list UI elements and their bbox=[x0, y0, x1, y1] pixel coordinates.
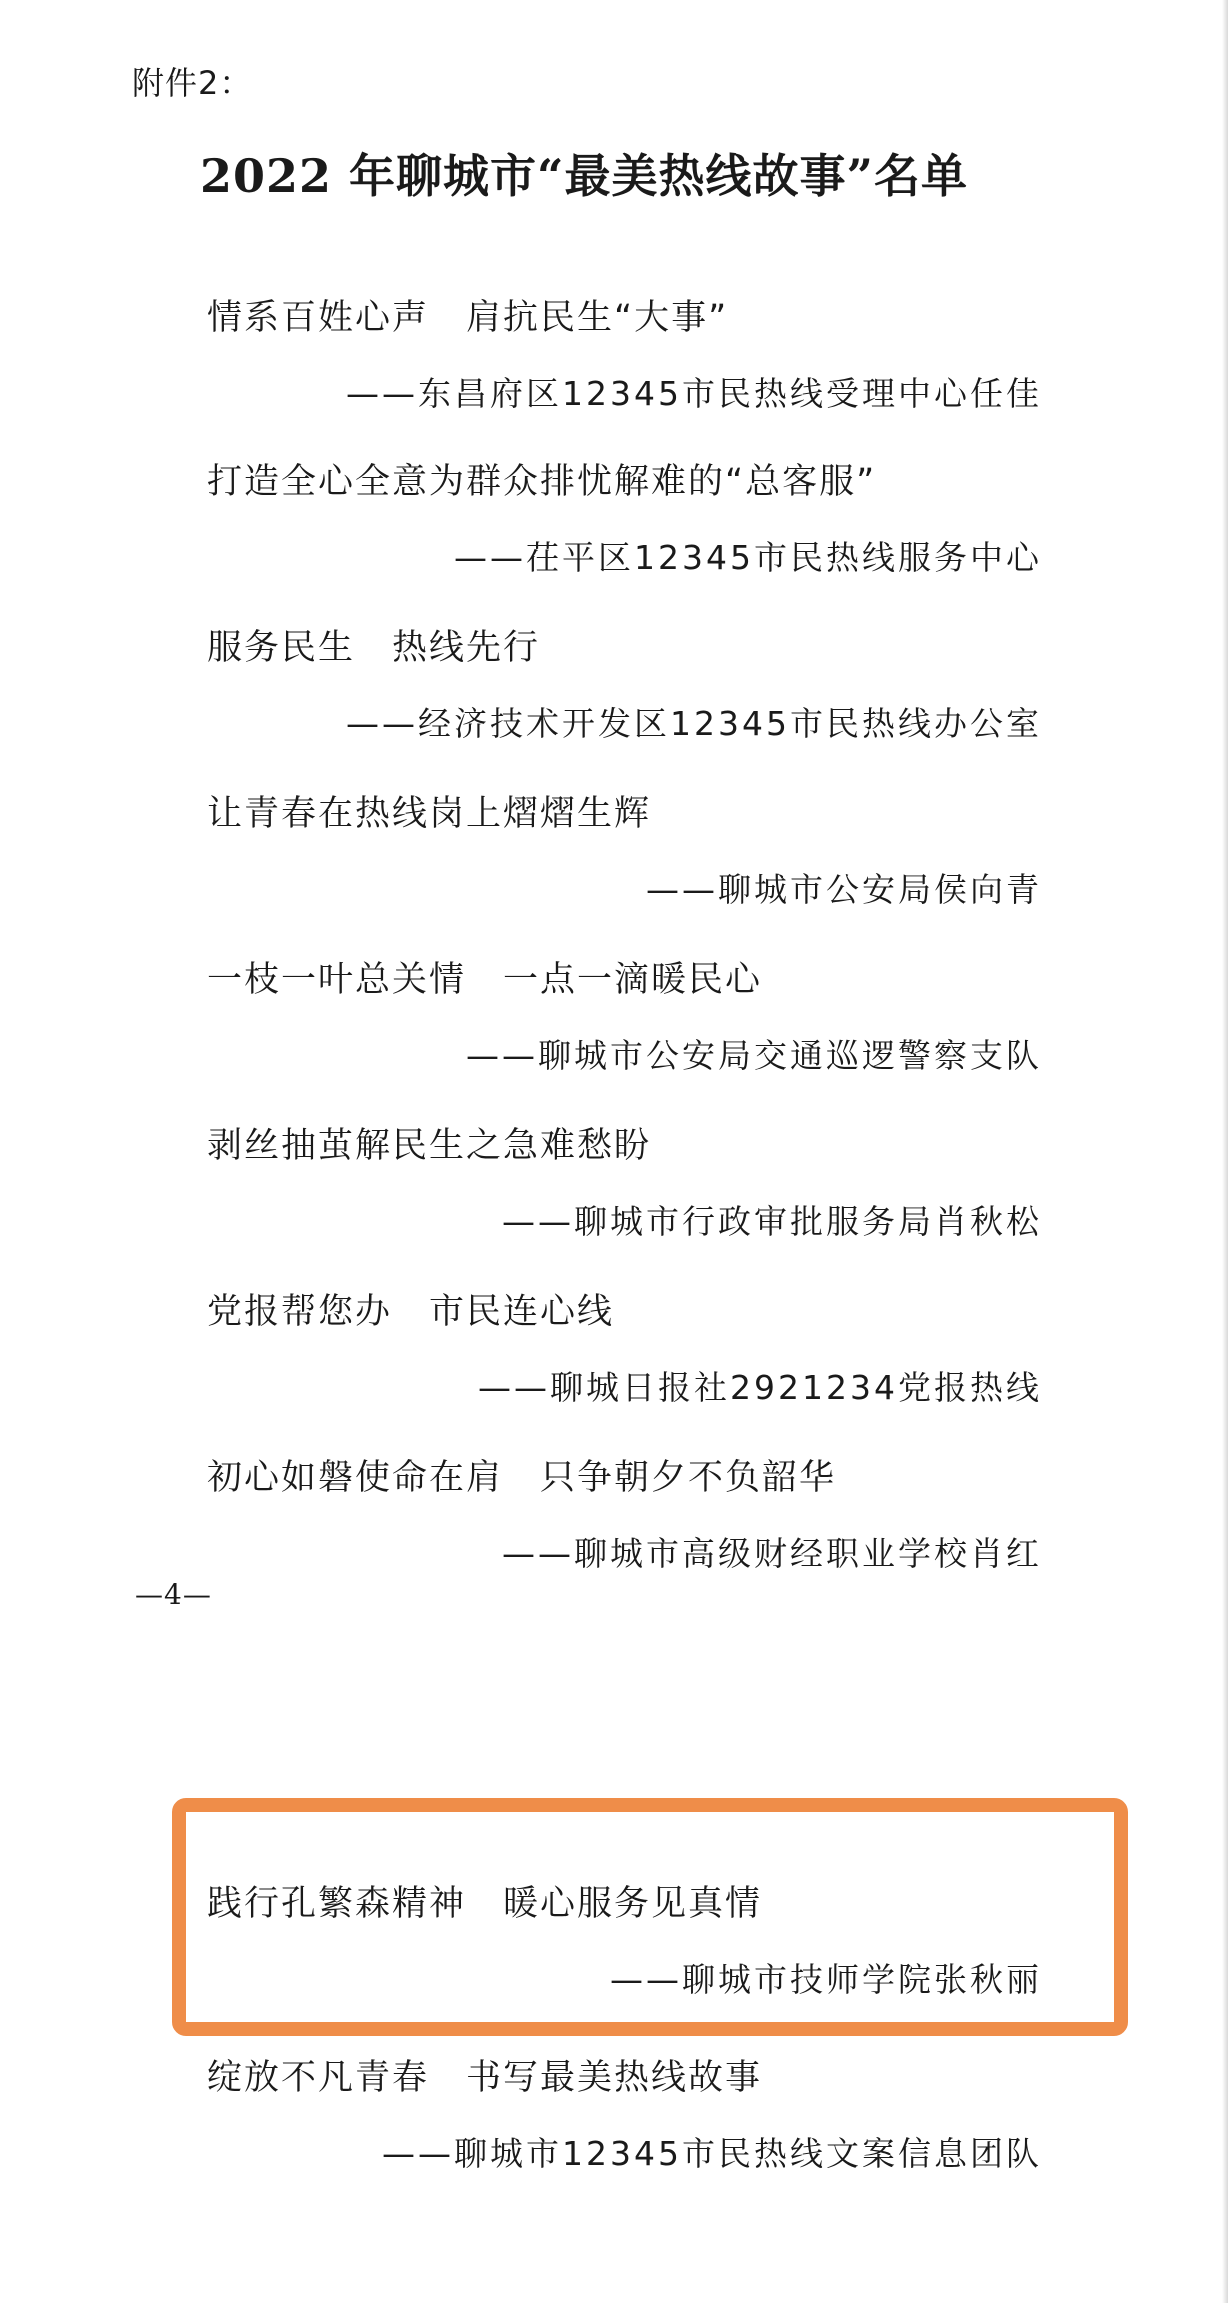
entry-source: ——聊城市行政审批服务局肖秋松 bbox=[502, 1202, 1042, 1241]
entry-source: ——东昌府区12345市民热线受理中心任佳 bbox=[346, 374, 1042, 413]
entry-title: 绽放不凡青春 书写最美热线故事 bbox=[207, 2058, 763, 2098]
entry-title: 情系百姓心声 肩抗民生“大事” bbox=[207, 298, 729, 338]
entry-source: ——聊城日报社2921234党报热线 bbox=[478, 1368, 1042, 1407]
page-number: —4— bbox=[135, 1578, 212, 1611]
entry-title: 剥丝抽茧解民生之急难愁盼 bbox=[207, 1126, 652, 1166]
attachment-label: 附件2： bbox=[132, 64, 253, 102]
entry-source: ——经济技术开发区12345市民热线办公室 bbox=[346, 704, 1042, 743]
entry-source: ——聊城市12345市民热线文案信息团队 bbox=[382, 2134, 1042, 2173]
entry-source: ——聊城市高级财经职业学校肖红 bbox=[502, 1534, 1042, 1573]
entry-source: ——聊城市公安局侯向青 bbox=[646, 870, 1042, 909]
entry-title: 服务民生 热线先行 bbox=[207, 628, 541, 668]
entry-source: ——茌平区12345市民热线服务中心 bbox=[454, 538, 1042, 577]
entry-title: 一枝一叶总关情 一点一滴暖民心 bbox=[207, 960, 763, 1000]
entry-title: 初心如磐使命在肩 只争朝夕不负韶华 bbox=[207, 1458, 837, 1498]
entry-title: 让青春在热线岗上熠熠生辉 bbox=[207, 794, 652, 834]
entry-title: 践行孔繁森精神 暖心服务见真情 bbox=[207, 1884, 763, 1924]
entry-source: ——聊城市技师学院张秋丽 bbox=[610, 1960, 1042, 1999]
page-edge-shadow bbox=[1222, 0, 1228, 2303]
entry-title: 党报帮您办 市民连心线 bbox=[207, 1292, 615, 1332]
document-title: 2022 年聊城市“最美热线故事”名单 bbox=[200, 149, 968, 203]
entry-title: 打造全心全意为群众排忧解难的“总客服” bbox=[207, 462, 877, 502]
entry-source: ——聊城市公安局交通巡逻警察支队 bbox=[466, 1036, 1042, 1075]
